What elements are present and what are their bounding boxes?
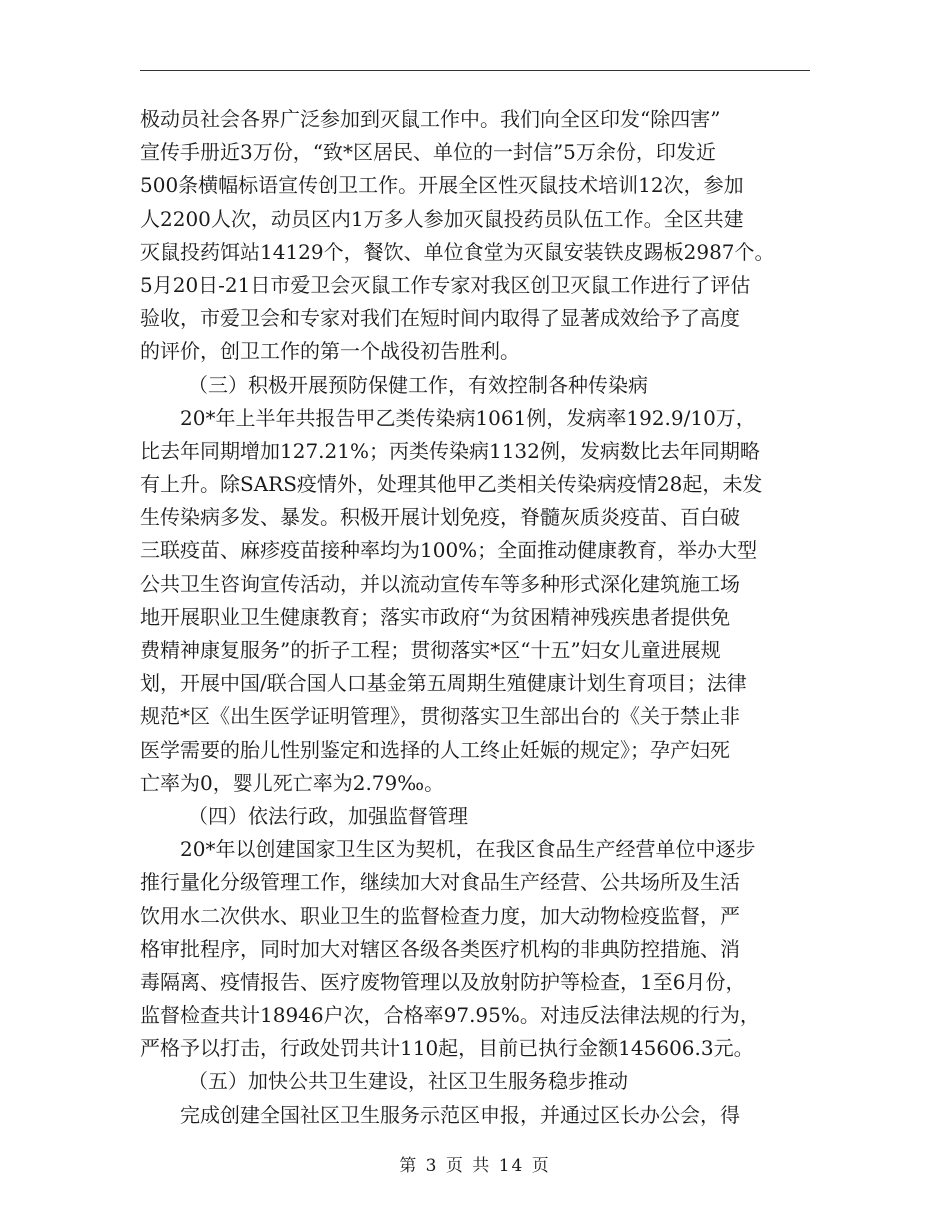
text-line: 亡率为0，婴儿死亡率为2.79‰。 (140, 770, 445, 795)
text-line: 500条横幅标语宣传创卫工作。开展全区性灭鼠技术培训12次，参加 (140, 173, 744, 198)
section-heading: （四）依法行政，加强监督管理 (188, 803, 468, 828)
text-line: 格审批程序，同时加大对辖区各级各类医疗机构的非典防控措施、消 (140, 936, 740, 961)
text-line: 划，开展中国/联合国人口基金第五周期生殖健康计划生育项目；法律 (140, 671, 747, 696)
text-line: 比去年同期增加127.21%；丙类传染病1132例，发病数比去年同期略 (140, 438, 760, 463)
text-line: 20*年上半年共报告甲乙类传染病1061例，发病率192.9/10万， (180, 405, 756, 430)
text-line: 三联疫苗、麻疹疫苗接种率均为100%；全面推动健康教育，举办大型 (140, 538, 758, 563)
text-line: 5月20日-21日市爱卫会灭鼠工作专家对我区创卫灭鼠工作进行了评估 (140, 272, 751, 297)
text-line: 推行量化分级管理工作，继续加大对食品生产经营、公共场所及生活 (140, 870, 740, 895)
text-line: 验收，市爱卫会和专家对我们在短时间内取得了显著成效给予了高度 (140, 306, 740, 331)
text-line: 毒隔离、疫情报告、医疗废物管理以及放射防护等检查，1至6月份， (140, 969, 746, 994)
text-line: 严格予以打击，行政处罚共计110起，目前已执行金额145606.3元。 (140, 1036, 754, 1061)
text-line: 20*年以创建国家卫生区为契机，在我区食品生产经营单位中逐步 (180, 837, 756, 862)
text-line: 费精神康复服务”的折子工程；贯彻落实*区“十五”妇女儿童进展规 (140, 638, 721, 662)
document-body (140, 103, 812, 1132)
text-line: 规范*区《出生医学证明管理》，贯彻落实卫生部出台的《关于禁止非 (140, 704, 740, 729)
text-line: 完成创建全国社区卫生服务示范区申报，并通过区长办公会，得 (180, 1102, 740, 1127)
text-line: 灭鼠投药饵站14129个，餐饮、单位食堂为灭鼠安装铁皮踢板2987个。 (140, 239, 775, 264)
text-line: 地开展职业卫生健康教育；落实市政府“为贫困精神残疾患者提供免 (140, 604, 731, 629)
text-line: 医学需要的胎儿性别鉴定和选择的人工终止妊娠的规定》；孕产妇死 (140, 737, 730, 762)
section-heading: （三）积极开展预防保健工作，有效控制各种传染病 (188, 372, 648, 397)
text-line: 极动员社会各界广泛参加到灭鼠工作中。我们向全区印发“除四害” (140, 107, 721, 131)
text-line: 饮用水二次供水、职业卫生的监督检查力度，加大动物检疫监督，严 (140, 903, 740, 928)
text-line: 公共卫生咨询宣传活动，并以流动宣传车等多种形式深化建筑施工场 (140, 571, 740, 596)
header-rule (140, 70, 810, 71)
text-line: 有上升。除SARS疫情外，处理其他甲乙类相关传染病疫情28起，未发 (140, 472, 763, 497)
section-heading: （五）加快公共卫生建设，社区卫生服务稳步推动 (188, 1069, 628, 1094)
text-line: 监督检查共计18946户次，合格率97.95%。对违反法律法规的行为， (140, 1003, 760, 1028)
text-line: 生传染病多发、暴发。积极开展计划免疫，脊髓灰质炎疫苗、百白破 (140, 505, 740, 530)
page-footer: 第 3 页 共 14 页 (399, 1156, 551, 1176)
text-line: 人2200人次，动员区内1万多人参加灭鼠投药员队伍工作。全区共建 (140, 206, 744, 231)
text-line: 的评价，创卫工作的第一个战役初告胜利。 (140, 339, 520, 364)
text-line: 宣传手册近3万份，“致*区居民、单位的一封信”5万余份，印发近 (140, 140, 716, 165)
